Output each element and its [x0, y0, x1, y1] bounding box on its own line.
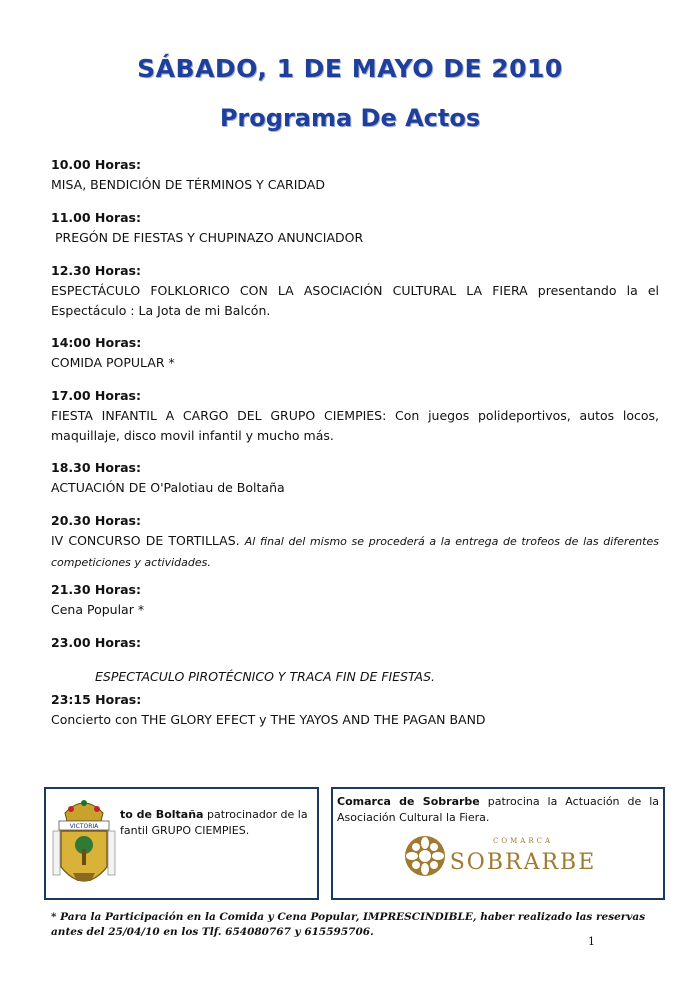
event-item: [51, 511, 659, 573]
event-note: Al final del mismo se procederá a la entrega de trofeos de las diferentes competiciones y actividades.: [51, 535, 659, 569]
event-time: 12.30 Horas:: [51, 263, 141, 278]
footer-note: * Para la Participación en la Comida y Cena Popular, IMPRESCINDIBLE, haber realizado las reservas antes del 25/04/10 en los Tlf. 654080767 y 615595706.: [51, 911, 646, 938]
sobrarbe-logo-icon: [403, 831, 603, 881]
boltana-coat-of-arms-icon: [51, 791, 117, 899]
event-text: PREGÓN DE FIESTAS Y CHUPINAZO ANUNCIADOR: [51, 230, 364, 245]
event-time: 21.30 Horas:: [51, 582, 141, 597]
sponsor-text: [337, 794, 659, 826]
event-time: 17.00 Horas:: [51, 388, 141, 403]
program-subtitle: Programa De Actos: [219, 104, 481, 132]
event-text: [51, 531, 659, 573]
event-item: [51, 386, 659, 446]
event-text: MISA, BENDICIÓN DE TÉRMINOS Y CARIDAD: [51, 177, 325, 192]
event-time: 14:00 Horas:: [51, 335, 142, 350]
shield-text: VICTORIA: [69, 823, 99, 830]
event-text: COMIDA POPULAR *: [51, 355, 175, 370]
event-time: 23.00 Horas:: [51, 635, 141, 650]
sponsor-box-boltana: [44, 787, 319, 900]
event-item: [51, 633, 659, 687]
event-item: [51, 333, 659, 373]
event-time: 11.00 Horas:: [51, 210, 141, 225]
event-text: ESPECTÁCULO FOLKLORICO CON LA ASOCIACIÓN CULTURAL LA FIERA presentando la el Espectáculo : La Jota de mi Balcón.: [51, 283, 659, 318]
sponsor-rest: patrocina la Actuación de la Asociación Cultural la Fiera.: [337, 795, 659, 824]
event-text-main: IV CONCURSO DE TORTILLAS.: [51, 533, 240, 548]
event-item: [51, 580, 659, 620]
date-title: SÁBADO, 1 DE MAYO DE 2010: [137, 54, 563, 83]
event-text: ESPECTACULO PIROTÉCNICO Y TRACA FIN DE FIESTAS.: [95, 669, 435, 684]
event-text: Concierto con THE GLORY EFECT y THE YAYOS AND THE PAGAN BAND: [51, 712, 486, 727]
sponsor-bold: Comarca de Sobrarbe: [337, 795, 480, 808]
event-item: [51, 261, 659, 321]
logo-big-text: SOBRARBE: [449, 850, 597, 875]
event-time: 18.30 Horas:: [51, 460, 141, 475]
event-item: [51, 208, 659, 248]
event-item: [51, 690, 659, 730]
sponsor-rest: patrocinador de la: [203, 808, 308, 821]
event-item: [51, 458, 659, 498]
event-time: 20.30 Horas:: [51, 513, 141, 528]
event-text: ACTUACIÓN DE O'Palotiau de Boltaña: [51, 480, 285, 495]
event-time: 10.00 Horas:: [51, 157, 141, 172]
logo-small-text: COMARCA: [493, 837, 553, 845]
sponsor-box-sobrarbe: [331, 787, 665, 900]
event-text: FIESTA INFANTIL A CARGO DEL GRUPO CIEMPIES: Con juegos polideportivos, autos locos, maquillaje, disco movil infantil y mucho más.: [51, 408, 659, 443]
sponsor-bold: to de Boltaña: [120, 808, 204, 821]
event-item: [51, 155, 659, 195]
event-text: Cena Popular *: [51, 602, 145, 617]
event-time: 23:15 Horas:: [51, 692, 142, 707]
page-number: 1: [588, 935, 595, 948]
sponsor-line2: fantil GRUPO CIEMPIES.: [120, 824, 250, 837]
